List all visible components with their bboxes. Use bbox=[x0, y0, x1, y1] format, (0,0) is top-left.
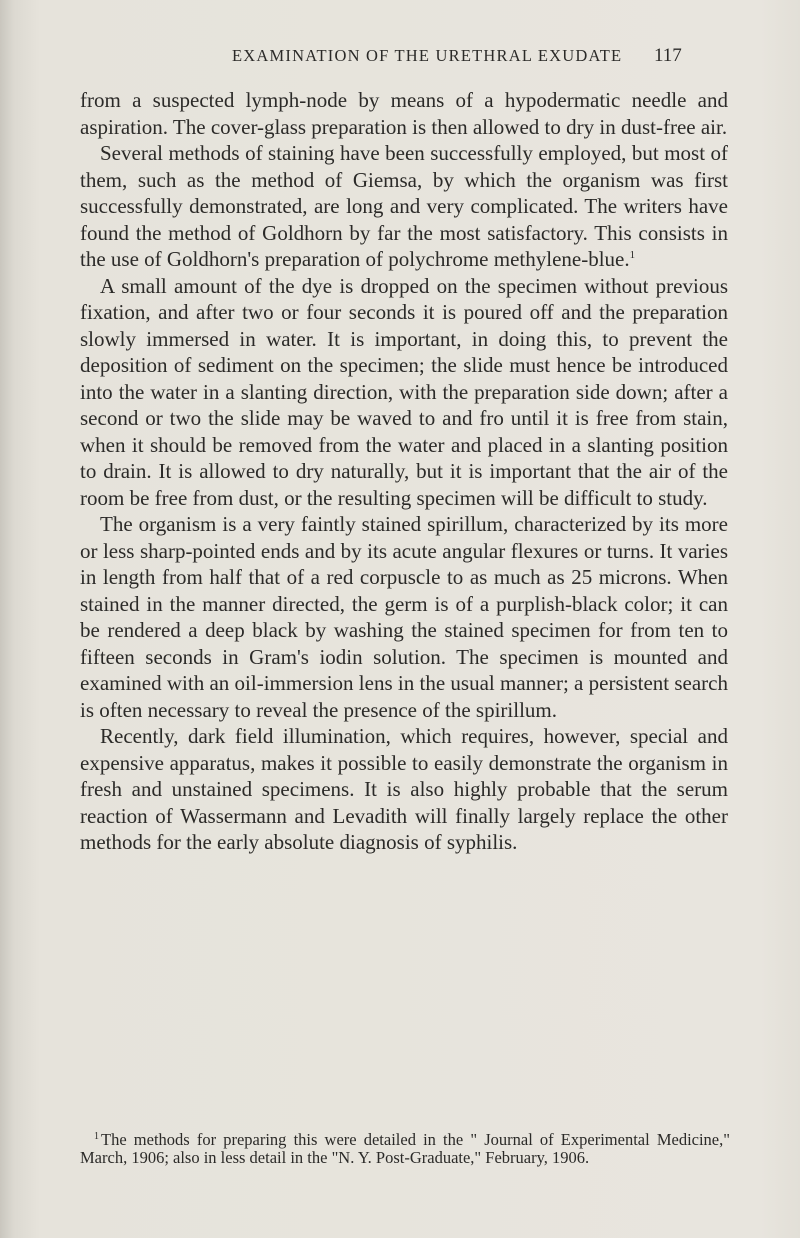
paragraph-continuation: from a suspected lymph-node by means of a hypodermatic needle and aspiration. The cover-glass preparation is then allowed to dry in dust-free air. bbox=[80, 88, 728, 139]
paragraph-organism-description: The organism is a very faintly stained spirillum, characterized by its more or less sharp-pointed ends and by its acute angular flexures or turns. It varies in length from half that of a red corpuscle to as much as 25 microns. When stained in the manner directed, the germ is of a purplish-black color; it can be rendered a deep black by washing the stained specimen for from ten to fifteen seconds in Gram's iodin solution. The specimen is mounted and examined with an oil-immersion lens in the usual manner; a persistent search is often necessary to reveal the presence of the spirillum. bbox=[80, 512, 728, 722]
running-head: EXAMINATION OF THE URETHRAL EXUDATE bbox=[232, 46, 623, 65]
paragraph-dark-field: Recently, dark field illumination, which requires, however, special and expensive apparatus, makes it possible to easily demonstrate the organism in fresh and unstained specimens. It is also highly probable that the serum reaction of Wassermann and Levadith will finally largely replace the other methods for the early absolute diagnosis of syphilis. bbox=[80, 724, 728, 854]
footnote-text: The methods for preparing this were detailed in the " Journal of Experimental Medicine," March, 1906; also in less detail in the "N. Y. Post-Graduate," February, 1906. bbox=[80, 1130, 730, 1167]
paragraph-staining-methods: Several methods of staining have been successfully employed, but most of them, such as the method of Giemsa, by which the organism was first successfully demonstrated, are long and very complicated. The writers have found the method of Goldhorn by far the most satisfactory. This consists in the use of Goldhorn's preparation of polychrome methylene-blue.$^1$ bbox=[80, 141, 728, 271]
paragraph-dye-procedure: A small amount of the dye is dropped on the specimen without previous fixation, and after two or four seconds it is poured off and the preparation slowly immersed in water. It is important, in doing this, to prevent the deposition of sediment on the specimen; the slide must hence be introduced into the water in a slanting direction, with the preparation side down; after a second or two the slide may be waved to and fro until it is free from stain, when it should be removed from the water and placed in a slanting position to drain. It is allowed to dry naturally, but it is important that the air of the room be free from dust, or the resulting specimen will be difficult to study. bbox=[80, 273, 728, 510]
page-number: 117 bbox=[654, 45, 682, 66]
page-header bbox=[0, 46, 800, 70]
footnote-mark: 1 bbox=[94, 1131, 99, 1142]
footnote-reference[interactable]: 1 bbox=[629, 249, 636, 261]
body-text bbox=[80, 87, 728, 856]
footnote bbox=[80, 1131, 730, 1167]
